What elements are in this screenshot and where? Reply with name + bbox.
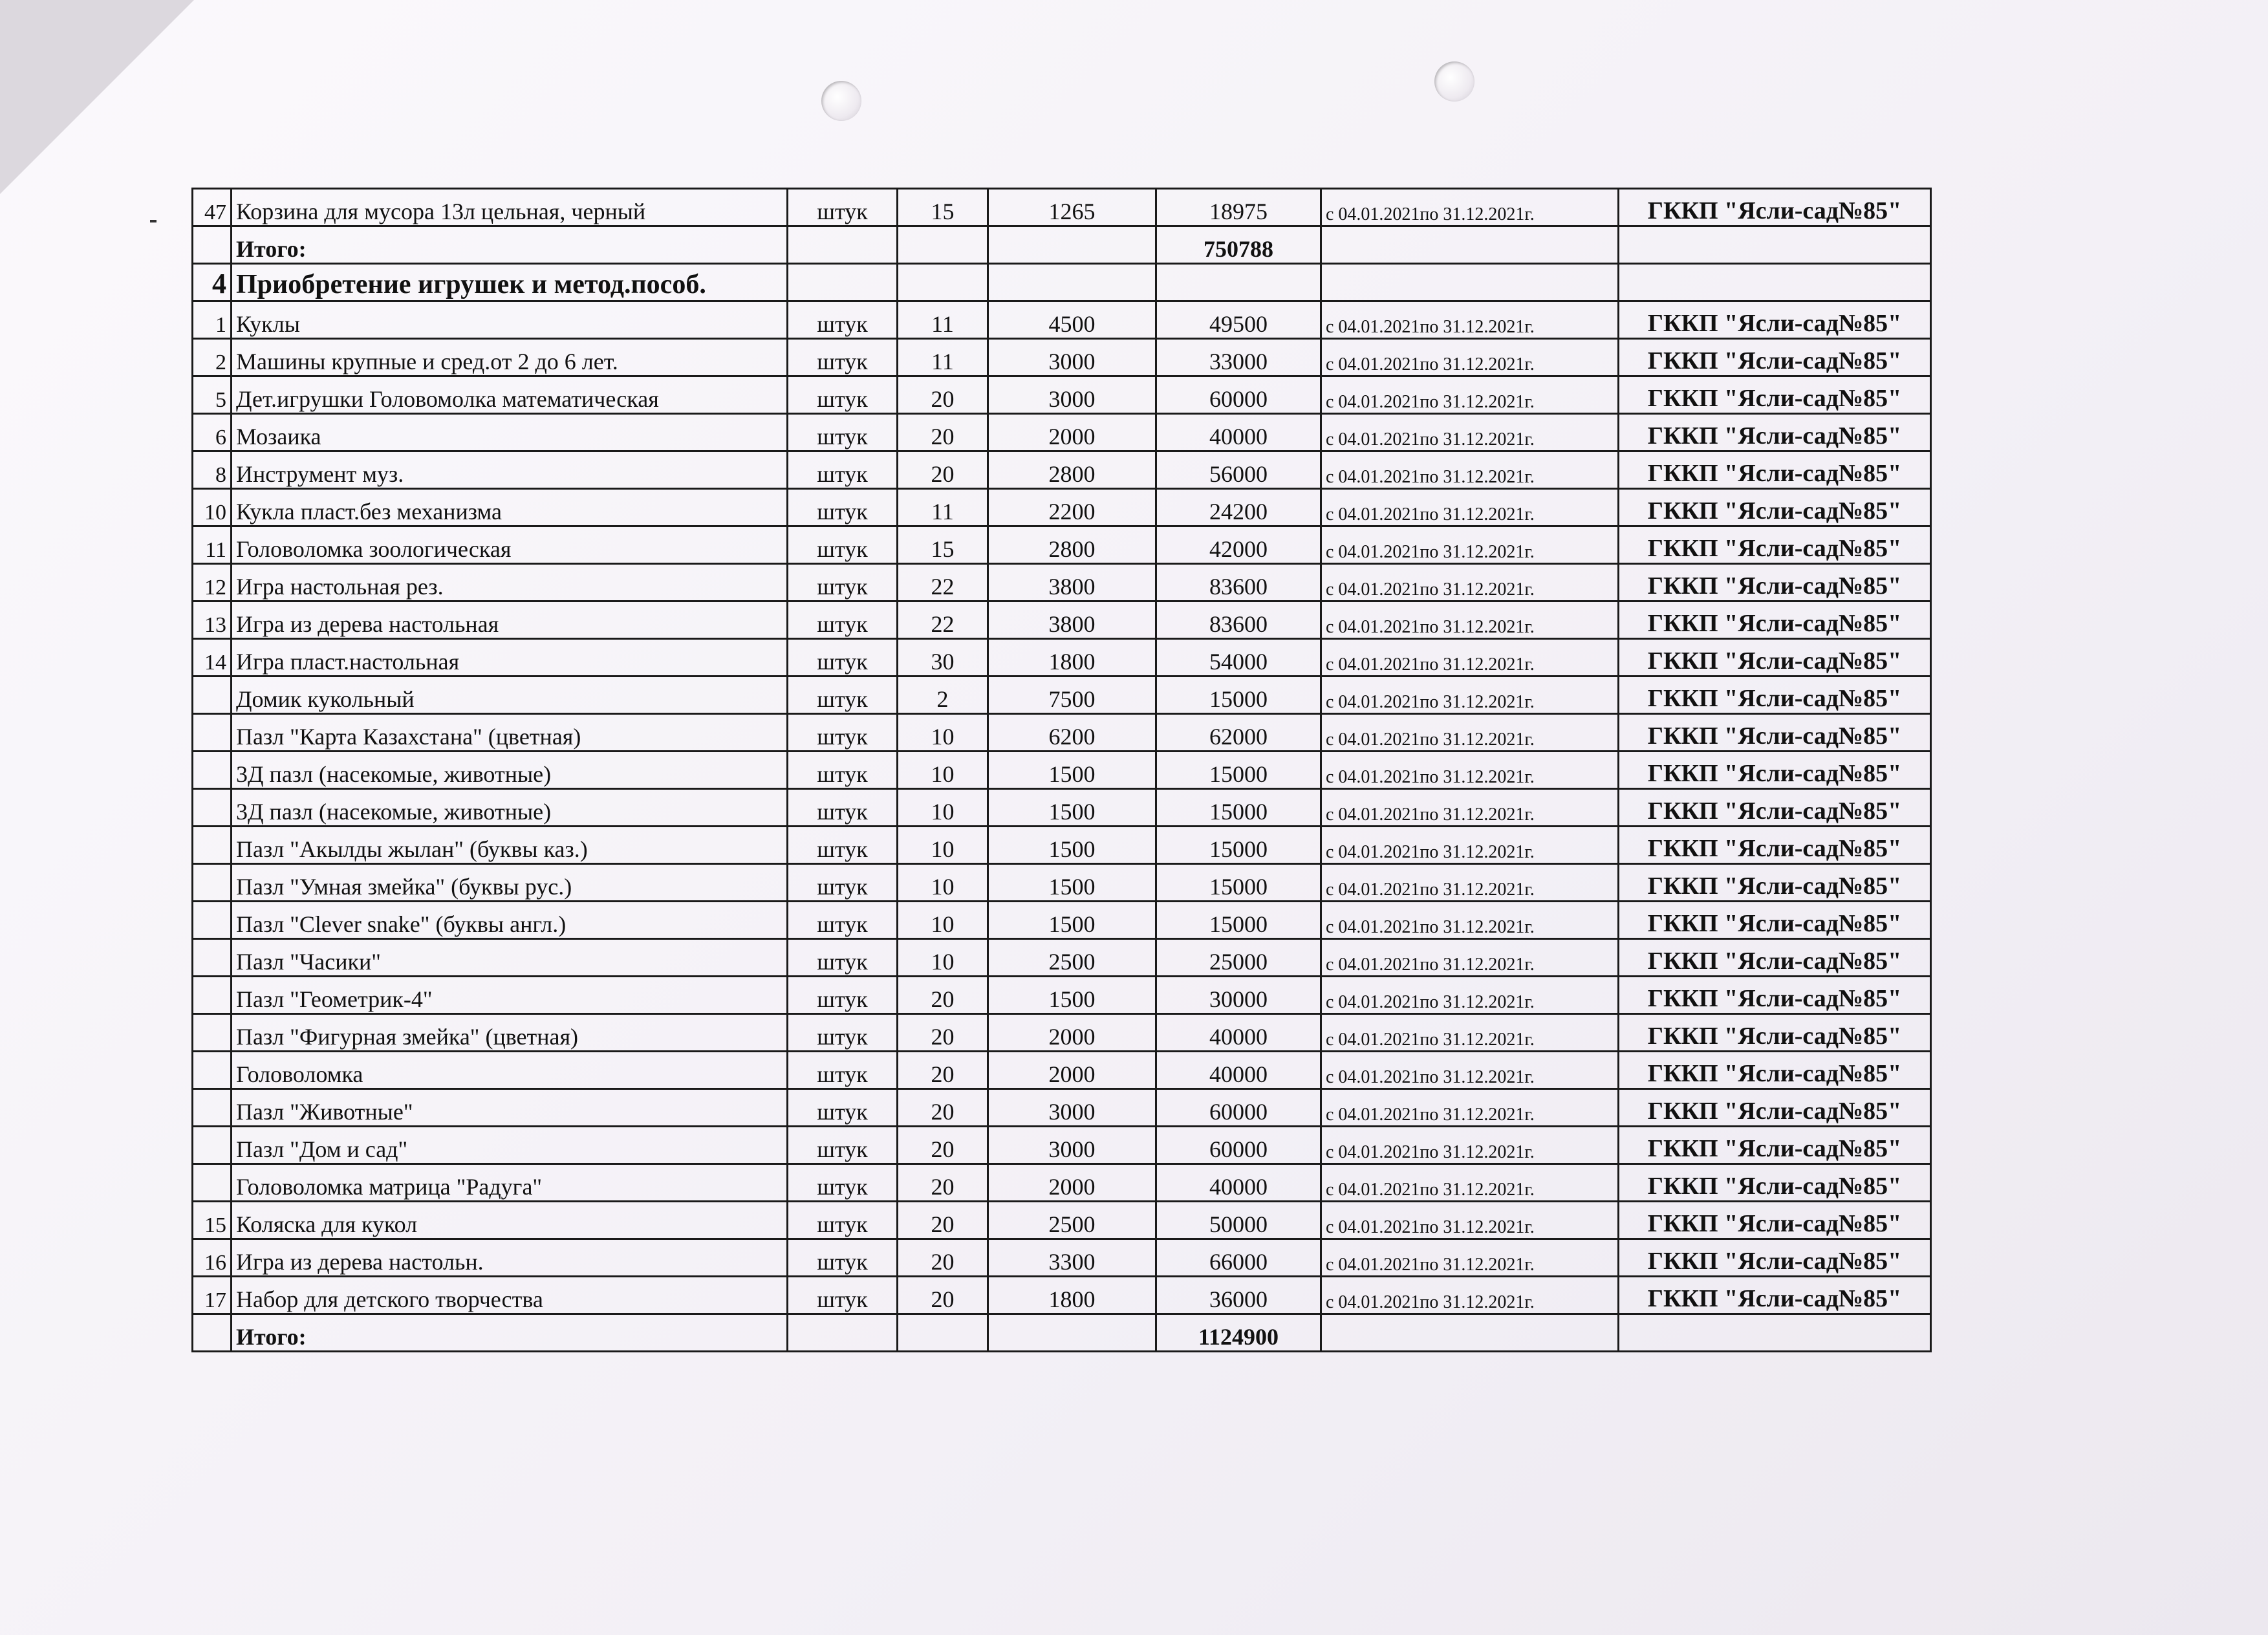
sum-cell: 83600 <box>1156 564 1321 601</box>
period-cell <box>1321 226 1619 264</box>
price-cell: 7500 <box>988 677 1156 714</box>
row-number <box>193 827 232 864</box>
quantity-cell: 11 <box>898 301 988 339</box>
table-row <box>193 752 1931 789</box>
table-row <box>193 1164 1931 1202</box>
quantity-cell: 22 <box>898 564 988 601</box>
price-cell: 2500 <box>988 1202 1156 1239</box>
punch-hole-right <box>1434 61 1474 102</box>
unit-cell: штук <box>788 601 898 639</box>
quantity-cell: 20 <box>898 1164 988 1202</box>
sum-cell: 42000 <box>1156 526 1321 564</box>
table-row <box>193 864 1931 902</box>
row-number: 14 <box>193 639 232 677</box>
price-cell: 1500 <box>988 864 1156 902</box>
quantity-cell: 10 <box>898 789 988 827</box>
price-cell: 1800 <box>988 1277 1156 1314</box>
table-row <box>193 489 1931 526</box>
table-row <box>193 1089 1931 1127</box>
table-row <box>193 526 1931 564</box>
sum-cell: 30000 <box>1156 977 1321 1014</box>
period-cell: с 04.01.2021по 31.12.2021г. <box>1321 1127 1619 1164</box>
price-cell: 3000 <box>988 1089 1156 1127</box>
price-cell: 2800 <box>988 451 1156 489</box>
item-name: 3Д пазл (насекомые, животные) <box>232 752 788 789</box>
row-number <box>193 714 232 752</box>
price-cell <box>988 264 1156 301</box>
quantity-cell: 20 <box>898 977 988 1014</box>
row-number: 4 <box>193 264 232 301</box>
unit-cell: штук <box>788 1239 898 1277</box>
item-name: Пазл "Дом и сад" <box>232 1127 788 1164</box>
punch-hole-left <box>821 81 861 121</box>
organization-cell: ГККП "Ясли-сад№85" <box>1619 189 1931 226</box>
sum-cell: 49500 <box>1156 301 1321 339</box>
organization-cell: ГККП "Ясли-сад№85" <box>1619 1014 1931 1052</box>
period-cell: с 04.01.2021по 31.12.2021г. <box>1321 714 1619 752</box>
period-cell: с 04.01.2021по 31.12.2021г. <box>1321 376 1619 414</box>
quantity-cell: 11 <box>898 489 988 526</box>
quantity-cell: 10 <box>898 752 988 789</box>
table-row <box>193 1052 1931 1089</box>
row-number <box>193 977 232 1014</box>
period-cell: с 04.01.2021по 31.12.2021г. <box>1321 601 1619 639</box>
quantity-cell: 10 <box>898 939 988 977</box>
unit-cell: штук <box>788 1014 898 1052</box>
unit-cell: штук <box>788 1202 898 1239</box>
row-number <box>193 1052 232 1089</box>
price-cell: 3300 <box>988 1239 1156 1277</box>
period-cell: с 04.01.2021по 31.12.2021г. <box>1321 864 1619 902</box>
unit-cell: штук <box>788 189 898 226</box>
sum-cell: 60000 <box>1156 1089 1321 1127</box>
sum-cell: 50000 <box>1156 1202 1321 1239</box>
item-name: Пазл "Геометрик-4" <box>232 977 788 1014</box>
unit-cell: штук <box>788 1052 898 1089</box>
item-name: Машины крупные и сред.от 2 до 6 лет. <box>232 339 788 376</box>
item-name: Итого: <box>232 1314 788 1352</box>
period-cell: с 04.01.2021по 31.12.2021г. <box>1321 301 1619 339</box>
sum-cell: 15000 <box>1156 677 1321 714</box>
folded-corner <box>0 0 194 194</box>
quantity-cell: 10 <box>898 864 988 902</box>
price-cell: 1500 <box>988 752 1156 789</box>
organization-cell: ГККП "Ясли-сад№85" <box>1619 1164 1931 1202</box>
period-cell: с 04.01.2021по 31.12.2021г. <box>1321 827 1619 864</box>
sum-cell: 15000 <box>1156 827 1321 864</box>
price-cell: 2000 <box>988 1164 1156 1202</box>
table-row <box>193 564 1931 601</box>
row-number: 5 <box>193 376 232 414</box>
organization-cell: ГККП "Ясли-сад№85" <box>1619 376 1931 414</box>
organization-cell: ГККП "Ясли-сад№85" <box>1619 1202 1931 1239</box>
price-cell: 1500 <box>988 789 1156 827</box>
table-row <box>193 601 1931 639</box>
row-number <box>193 789 232 827</box>
sum-cell: 56000 <box>1156 451 1321 489</box>
quantity-cell: 20 <box>898 1089 988 1127</box>
item-name: 3Д пазл (насекомые, животные) <box>232 789 788 827</box>
row-number: 16 <box>193 1239 232 1277</box>
row-number: 6 <box>193 414 232 451</box>
organization-cell: ГККП "Ясли-сад№85" <box>1619 1239 1931 1277</box>
unit-cell: штук <box>788 864 898 902</box>
sum-cell: 60000 <box>1156 376 1321 414</box>
item-name: Домик кукольный <box>232 677 788 714</box>
quantity-cell <box>898 264 988 301</box>
sum-cell: 40000 <box>1156 1164 1321 1202</box>
table-row <box>193 1127 1931 1164</box>
stray-mark <box>150 220 157 222</box>
organization-cell: ГККП "Ясли-сад№85" <box>1619 526 1931 564</box>
price-cell: 6200 <box>988 714 1156 752</box>
sum-cell: 60000 <box>1156 1127 1321 1164</box>
period-cell: с 04.01.2021по 31.12.2021г. <box>1321 1277 1619 1314</box>
item-name: Дет.игрушки Головомолка математическая <box>232 376 788 414</box>
sum-cell: 25000 <box>1156 939 1321 977</box>
sum-cell: 15000 <box>1156 902 1321 939</box>
price-cell: 1500 <box>988 902 1156 939</box>
unit-cell: штук <box>788 339 898 376</box>
organization-cell: ГККП "Ясли-сад№85" <box>1619 564 1931 601</box>
quantity-cell: 22 <box>898 601 988 639</box>
period-cell: с 04.01.2021по 31.12.2021г. <box>1321 1089 1619 1127</box>
table-row <box>193 977 1931 1014</box>
item-name: Пазл "Умная змейка" (буквы рус.) <box>232 864 788 902</box>
item-name: Кукла пласт.без механизма <box>232 489 788 526</box>
item-name: Набор для детского творчества <box>232 1277 788 1314</box>
period-cell <box>1321 1314 1619 1352</box>
item-name: Приобретение игрушек и метод.пособ. <box>232 264 788 301</box>
organization-cell: ГККП "Ясли-сад№85" <box>1619 1277 1931 1314</box>
item-name: Игра настольная рез. <box>232 564 788 601</box>
organization-cell: ГККП "Ясли-сад№85" <box>1619 601 1931 639</box>
item-name: Игра из дерева настольн. <box>232 1239 788 1277</box>
organization-cell: ГККП "Ясли-сад№85" <box>1619 902 1931 939</box>
organization-cell: ГККП "Ясли-сад№85" <box>1619 301 1931 339</box>
sum-cell: 83600 <box>1156 601 1321 639</box>
row-number: 2 <box>193 339 232 376</box>
row-number: 15 <box>193 1202 232 1239</box>
organization-cell: ГККП "Ясли-сад№85" <box>1619 451 1931 489</box>
price-cell: 2800 <box>988 526 1156 564</box>
row-number: 13 <box>193 601 232 639</box>
quantity-cell <box>898 226 988 264</box>
table-row <box>193 639 1931 677</box>
price-cell: 2200 <box>988 489 1156 526</box>
quantity-cell: 30 <box>898 639 988 677</box>
item-name: Пазл "Часики" <box>232 939 788 977</box>
quantity-cell <box>898 1314 988 1352</box>
organization-cell: ГККП "Ясли-сад№85" <box>1619 677 1931 714</box>
price-cell <box>988 226 1156 264</box>
row-number <box>193 864 232 902</box>
organization-cell: ГККП "Ясли-сад№85" <box>1619 1052 1931 1089</box>
sum-cell <box>1156 264 1321 301</box>
organization-cell: ГККП "Ясли-сад№85" <box>1619 789 1931 827</box>
organization-cell: ГККП "Ясли-сад№85" <box>1619 977 1931 1014</box>
unit-cell: штук <box>788 489 898 526</box>
organization-cell: ГККП "Ясли-сад№85" <box>1619 639 1931 677</box>
row-number: 17 <box>193 1277 232 1314</box>
item-name: Пазл "Фигурная змейка" (цветная) <box>232 1014 788 1052</box>
row-number <box>193 677 232 714</box>
organization-cell: ГККП "Ясли-сад№85" <box>1619 1127 1931 1164</box>
sum-cell: 40000 <box>1156 414 1321 451</box>
procurement-table <box>191 188 1932 1352</box>
period-cell <box>1321 264 1619 301</box>
row-number <box>193 1089 232 1127</box>
unit-cell <box>788 226 898 264</box>
quantity-cell: 20 <box>898 1014 988 1052</box>
item-name: Головоломка <box>232 1052 788 1089</box>
item-name: Головоломка матрица "Радуга" <box>232 1164 788 1202</box>
section-header-row <box>193 264 1931 301</box>
price-cell: 3000 <box>988 376 1156 414</box>
unit-cell: штук <box>788 451 898 489</box>
table-row <box>193 939 1931 977</box>
quantity-cell: 20 <box>898 451 988 489</box>
item-name: Игра из дерева настольная <box>232 601 788 639</box>
period-cell: с 04.01.2021по 31.12.2021г. <box>1321 677 1619 714</box>
period-cell: с 04.01.2021по 31.12.2021г. <box>1321 451 1619 489</box>
organization-cell: ГККП "Ясли-сад№85" <box>1619 714 1931 752</box>
item-name: Мозаика <box>232 414 788 451</box>
unit-cell: штук <box>788 827 898 864</box>
organization-cell: ГККП "Ясли-сад№85" <box>1619 827 1931 864</box>
period-cell: с 04.01.2021по 31.12.2021г. <box>1321 189 1619 226</box>
sum-cell: 54000 <box>1156 639 1321 677</box>
organization-cell: ГККП "Ясли-сад№85" <box>1619 414 1931 451</box>
quantity-cell: 10 <box>898 827 988 864</box>
quantity-cell: 2 <box>898 677 988 714</box>
price-cell: 3800 <box>988 564 1156 601</box>
table-row <box>193 677 1931 714</box>
sum-cell: 36000 <box>1156 1277 1321 1314</box>
period-cell: с 04.01.2021по 31.12.2021г. <box>1321 414 1619 451</box>
period-cell: с 04.01.2021по 31.12.2021г. <box>1321 639 1619 677</box>
row-number <box>193 1314 232 1352</box>
quantity-cell: 15 <box>898 189 988 226</box>
unit-cell: штук <box>788 1127 898 1164</box>
total-row <box>193 1314 1931 1352</box>
row-number: 47 <box>193 189 232 226</box>
unit-cell: штук <box>788 1277 898 1314</box>
table-row <box>193 301 1931 339</box>
period-cell: с 04.01.2021по 31.12.2021г. <box>1321 1202 1619 1239</box>
table-row <box>193 451 1931 489</box>
row-number: 1 <box>193 301 232 339</box>
table-body <box>193 189 1931 1352</box>
organization-cell <box>1619 226 1931 264</box>
sum-cell: 40000 <box>1156 1052 1321 1089</box>
quantity-cell: 20 <box>898 1202 988 1239</box>
quantity-cell: 15 <box>898 526 988 564</box>
period-cell: с 04.01.2021по 31.12.2021г. <box>1321 752 1619 789</box>
unit-cell: штук <box>788 526 898 564</box>
item-name: Итого: <box>232 226 788 264</box>
item-name: Куклы <box>232 301 788 339</box>
price-cell: 2500 <box>988 939 1156 977</box>
price-cell: 1500 <box>988 827 1156 864</box>
price-cell: 1265 <box>988 189 1156 226</box>
row-number <box>193 752 232 789</box>
item-name: Коляска для кукол <box>232 1202 788 1239</box>
item-name: Игра пласт.настольная <box>232 639 788 677</box>
sum-cell: 15000 <box>1156 864 1321 902</box>
table-row <box>193 902 1931 939</box>
table-row <box>193 714 1931 752</box>
table-row <box>193 1239 1931 1277</box>
period-cell: с 04.01.2021по 31.12.2021г. <box>1321 1164 1619 1202</box>
sum-cell: 15000 <box>1156 752 1321 789</box>
unit-cell: штук <box>788 1164 898 1202</box>
sum-cell: 33000 <box>1156 339 1321 376</box>
row-number <box>193 939 232 977</box>
period-cell: с 04.01.2021по 31.12.2021г. <box>1321 1014 1619 1052</box>
organization-cell <box>1619 264 1931 301</box>
unit-cell: штук <box>788 939 898 977</box>
organization-cell: ГККП "Ясли-сад№85" <box>1619 752 1931 789</box>
quantity-cell: 20 <box>898 1239 988 1277</box>
price-cell: 1800 <box>988 639 1156 677</box>
table-row <box>193 1277 1931 1314</box>
unit-cell <box>788 264 898 301</box>
item-name: Пазл "Карта Казахстана" (цветная) <box>232 714 788 752</box>
item-name: Пазл "Clever snake" (буквы англ.) <box>232 902 788 939</box>
unit-cell: штук <box>788 677 898 714</box>
unit-cell: штук <box>788 414 898 451</box>
period-cell: с 04.01.2021по 31.12.2021г. <box>1321 564 1619 601</box>
sum-cell: 24200 <box>1156 489 1321 526</box>
organization-cell: ГККП "Ясли-сад№85" <box>1619 489 1931 526</box>
quantity-cell: 11 <box>898 339 988 376</box>
row-number: 12 <box>193 564 232 601</box>
period-cell: с 04.01.2021по 31.12.2021г. <box>1321 489 1619 526</box>
table-row <box>193 1014 1931 1052</box>
sum-cell: 62000 <box>1156 714 1321 752</box>
quantity-cell: 20 <box>898 376 988 414</box>
price-cell: 3000 <box>988 1127 1156 1164</box>
table-row <box>193 789 1931 827</box>
unit-cell: штук <box>788 639 898 677</box>
total-row <box>193 226 1931 264</box>
table-row <box>193 827 1931 864</box>
row-number <box>193 1164 232 1202</box>
quantity-cell: 20 <box>898 414 988 451</box>
row-number: 8 <box>193 451 232 489</box>
row-number: 10 <box>193 489 232 526</box>
item-name: Пазл "Акылды жылан" (буквы каз.) <box>232 827 788 864</box>
sum-cell: 750788 <box>1156 226 1321 264</box>
row-number <box>193 902 232 939</box>
period-cell: с 04.01.2021по 31.12.2021г. <box>1321 1239 1619 1277</box>
unit-cell: штук <box>788 1089 898 1127</box>
unit-cell: штук <box>788 789 898 827</box>
organization-cell: ГККП "Ясли-сад№85" <box>1619 1089 1931 1127</box>
unit-cell: штук <box>788 301 898 339</box>
sum-cell: 1124900 <box>1156 1314 1321 1352</box>
unit-cell: штук <box>788 977 898 1014</box>
unit-cell: штук <box>788 714 898 752</box>
period-cell: с 04.01.2021по 31.12.2021г. <box>1321 526 1619 564</box>
unit-cell: штук <box>788 752 898 789</box>
table-row <box>193 189 1931 226</box>
table-row <box>193 339 1931 376</box>
period-cell: с 04.01.2021по 31.12.2021г. <box>1321 339 1619 376</box>
row-number <box>193 226 232 264</box>
table-row <box>193 1202 1931 1239</box>
sum-cell: 15000 <box>1156 789 1321 827</box>
price-cell: 2000 <box>988 1052 1156 1089</box>
period-cell: с 04.01.2021по 31.12.2021г. <box>1321 977 1619 1014</box>
item-name: Пазл "Животные" <box>232 1089 788 1127</box>
quantity-cell: 20 <box>898 1052 988 1089</box>
item-name: Корзина для мусора 13л цельная, черный <box>232 189 788 226</box>
price-cell: 3000 <box>988 339 1156 376</box>
item-name: Головоломка зоологическая <box>232 526 788 564</box>
table-row <box>193 376 1931 414</box>
quantity-cell: 10 <box>898 902 988 939</box>
row-number <box>193 1014 232 1052</box>
price-cell: 3800 <box>988 601 1156 639</box>
table-row <box>193 414 1931 451</box>
organization-cell: ГККП "Ясли-сад№85" <box>1619 864 1931 902</box>
period-cell: с 04.01.2021по 31.12.2021г. <box>1321 789 1619 827</box>
organization-cell <box>1619 1314 1931 1352</box>
quantity-cell: 20 <box>898 1277 988 1314</box>
sum-cell: 66000 <box>1156 1239 1321 1277</box>
unit-cell <box>788 1314 898 1352</box>
price-cell: 2000 <box>988 1014 1156 1052</box>
price-cell <box>988 1314 1156 1352</box>
organization-cell: ГККП "Ясли-сад№85" <box>1619 339 1931 376</box>
unit-cell: штук <box>788 902 898 939</box>
period-cell: с 04.01.2021по 31.12.2021г. <box>1321 939 1619 977</box>
sum-cell: 40000 <box>1156 1014 1321 1052</box>
row-number: 11 <box>193 526 232 564</box>
item-name: Инструмент муз. <box>232 451 788 489</box>
price-cell: 2000 <box>988 414 1156 451</box>
period-cell: с 04.01.2021по 31.12.2021г. <box>1321 1052 1619 1089</box>
quantity-cell: 20 <box>898 1127 988 1164</box>
unit-cell: штук <box>788 376 898 414</box>
row-number <box>193 1127 232 1164</box>
unit-cell: штук <box>788 564 898 601</box>
sum-cell: 18975 <box>1156 189 1321 226</box>
price-cell: 4500 <box>988 301 1156 339</box>
period-cell: с 04.01.2021по 31.12.2021г. <box>1321 902 1619 939</box>
quantity-cell: 10 <box>898 714 988 752</box>
organization-cell: ГККП "Ясли-сад№85" <box>1619 939 1931 977</box>
price-cell: 1500 <box>988 977 1156 1014</box>
